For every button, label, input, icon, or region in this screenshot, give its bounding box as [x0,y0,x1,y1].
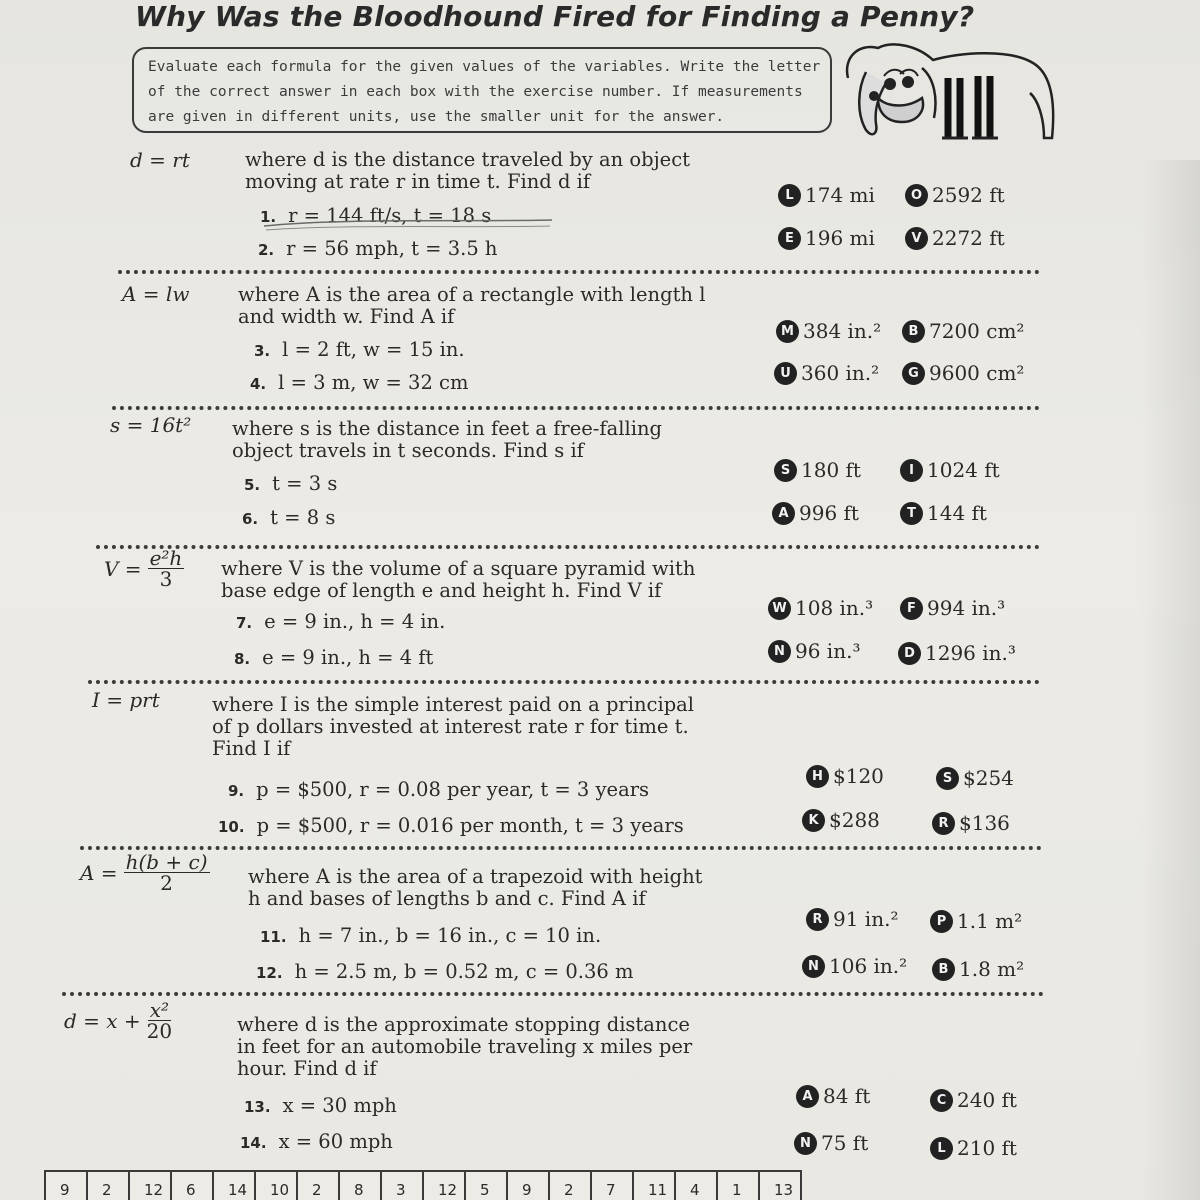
answer-letter: S [774,459,797,482]
answer-letter: F [900,597,923,620]
answer-box[interactable]: 9 [44,1170,88,1200]
exercise-text: p = $500, r = 0.016 per month, t = 3 years [256,814,684,837]
answer-choice [902,361,1024,385]
formula-distance: d = rt [130,148,190,172]
answer-letter: N [802,955,825,978]
description-line: where V is the volume of a square pyramid with [221,557,696,580]
answer-letter: L [778,184,801,207]
answer-value: 144 ft [927,501,987,525]
answer-choice [796,1084,870,1108]
answer-value: 91 in.² [833,907,899,931]
formula-rectangle-area: A = lw [122,282,190,306]
answer-choice [802,954,907,978]
exercise-2 [258,237,497,260]
exercise-10 [218,814,684,837]
answer-letter: P [930,910,953,933]
answer-letter: A [772,502,795,525]
exercise-text: e = 9 in., h = 4 ft [262,646,434,669]
exercise-number: 10. [218,818,245,836]
formula-lhs: V = [104,556,142,581]
instructions-box [132,47,832,133]
answer-value: 2592 ft [932,183,1005,207]
answer-box[interactable]: 12 [422,1170,466,1200]
section-divider [88,680,1040,684]
exercise-number: 12. [256,964,283,982]
exercise-number: 4. [250,375,267,393]
description-line: moving at rate r in time t. Find d if [245,170,591,193]
section-divider [112,406,1040,410]
answer-value: 1024 ft [927,458,1000,482]
fraction-numerator: e²h [149,546,183,570]
answer-value: 106 in.² [829,954,908,978]
answer-choice [905,183,1005,207]
exercise-number: 6. [242,510,259,528]
exercise-11 [260,924,601,947]
formula-lhs: A = [80,860,118,885]
answer-letter: M [776,320,799,343]
answer-value: 7200 cm² [929,319,1025,343]
fraction-denominator: 20 [146,1019,173,1043]
description-line: and width w. Find A if [238,305,455,328]
description-line: where s is the distance in feet a free-falling [232,417,662,440]
formula-fraction [124,852,210,893]
section-description [212,694,694,760]
answer-letter: O [905,184,928,207]
exercise-1 [260,204,491,227]
exercise-13 [244,1094,397,1117]
section-divider [62,992,1044,996]
formula-pyramid-volume [104,548,184,589]
exercise-12 [256,960,633,983]
answer-value: 9600 cm² [929,361,1025,385]
answer-choice [778,226,875,250]
answer-value: $136 [959,811,1010,835]
description-line: h and bases of lengths b and c. Find A if [248,887,646,910]
page-shadow [1140,160,1200,1200]
answer-letter: A [796,1085,819,1108]
formula-fraction [147,1000,172,1041]
exercise-7 [236,610,445,633]
exercise-number: 7. [236,614,253,632]
formula-simple-interest: I = prt [92,688,160,712]
answer-box[interactable]: 8 [338,1170,382,1200]
exercise-9 [228,778,649,801]
bloodhound-illustration [838,38,1060,150]
exercise-number: 13. [244,1098,271,1116]
exercise-text: l = 3 m, w = 32 cm [278,371,469,394]
section-description [248,866,702,910]
answer-choice [806,907,898,931]
section-divider [80,846,1042,850]
instruction-line: of the correct answer in each box with the exercise number. If measurements [148,84,803,100]
answer-choice [902,319,1024,343]
answer-value: 384 in.² [803,319,882,343]
answer-letter: B [902,320,925,343]
answer-choice [776,319,881,343]
answer-letter: G [902,362,925,385]
answer-choice [930,1088,1017,1112]
answer-choice [900,501,987,525]
fraction-denominator: 3 [159,567,173,591]
answer-letter: N [794,1132,817,1155]
answer-choice [900,458,1000,482]
section-description [232,418,662,462]
answer-letter: B [932,958,955,981]
exercise-text: r = 144 ft/s, t = 18 s [288,204,492,227]
answer-letter: R [806,908,829,931]
answer-letter: L [930,1137,953,1160]
section-description [245,149,690,193]
answer-value: 240 ft [957,1088,1017,1112]
exercise-5 [244,472,337,495]
answer-letter: T [900,502,923,525]
exercise-number: 11. [260,928,287,946]
formula-trapezoid-area [80,852,210,893]
answer-value: 1.8 m² [959,957,1025,981]
section-description [237,1014,692,1080]
exercise-text: h = 7 in., b = 16 in., c = 10 in. [298,924,602,947]
instruction-line: are given in different units, use the smaller unit for the answer. [148,109,725,125]
answer-box[interactable]: 7 [590,1170,634,1200]
answer-letter: K [802,809,825,832]
exercise-text: p = $500, r = 0.08 per year, t = 3 years [256,778,650,801]
exercise-4 [250,371,468,394]
description-line: where d is the approximate stopping distance [237,1013,690,1036]
answer-choice [936,766,1014,790]
answer-letter: V [905,227,928,250]
answer-choice [900,596,1005,620]
section-divider [96,545,1040,549]
exercise-6 [242,506,335,529]
exercise-number: 9. [228,782,245,800]
exercise-text: t = 3 s [272,472,338,495]
fraction-numerator: x² [149,998,170,1022]
exercise-number: 14. [240,1134,267,1152]
answer-box[interactable]: 2 [86,1170,130,1200]
answer-value: 2272 ft [932,226,1005,250]
answer-value: 1296 in.³ [925,641,1016,665]
answer-value: 196 mi [805,226,875,250]
answer-box[interactable]: 2 [296,1170,340,1200]
fraction-numerator: h(b + c) [125,850,208,874]
answer-value: 180 ft [801,458,861,482]
answer-value: 996 ft [799,501,859,525]
answer-choice [794,1131,868,1155]
answer-value: 84 ft [823,1084,871,1108]
answer-choice [930,909,1022,933]
answer-letter: U [774,362,797,385]
exercise-number: 5. [244,476,261,494]
worksheet-title: Why Was the Bloodhound Fired for Finding a Penny? [135,0,975,33]
answer-choice [932,811,1010,835]
answer-letter: I [900,459,923,482]
answer-box[interactable]: 13 [758,1170,802,1200]
formula-lhs: d = x + [64,1008,141,1033]
answer-choice [930,1136,1017,1160]
answer-box[interactable]: 11 [632,1170,676,1200]
exercise-number: 1. [260,208,277,226]
exercise-text: e = 9 in., h = 4 in. [264,610,446,633]
exercise-number: 8. [234,650,251,668]
answer-value: $120 [833,764,884,788]
answer-choice [774,458,861,482]
answer-letter: W [768,597,791,620]
exercise-3 [254,338,465,361]
description-line: Find I if [212,737,291,760]
formula-free-fall: s = 16t² [110,413,192,437]
answer-letter: E [778,227,801,250]
answer-choice [768,596,873,620]
answer-value: 96 in.³ [795,639,861,663]
answer-value: 75 ft [821,1131,869,1155]
answer-box[interactable]: 10 [254,1170,298,1200]
answer-choice [806,764,884,788]
answer-box[interactable]: 1 [716,1170,760,1200]
description-line: of p dollars invested at interest rate r for time t. [212,715,689,738]
exercise-text: t = 8 s [270,506,336,529]
answer-letter: R [932,812,955,835]
answer-value: 108 in.³ [795,596,874,620]
answer-value: $288 [829,808,880,832]
answer-letter: N [768,640,791,663]
answer-choice [905,226,1005,250]
answer-value: 1.1 m² [957,909,1023,933]
answer-box[interactable]: 6 [170,1170,214,1200]
answer-choice [932,957,1024,981]
answer-choice [778,183,875,207]
answer-choice [768,639,860,663]
answer-letter: S [936,767,959,790]
answer-code-strip [44,1170,800,1200]
exercise-14 [240,1130,393,1153]
exercise-text: x = 60 mph [278,1130,393,1153]
answer-choice [772,501,859,525]
description-line: where A is the area of a trapezoid with height [248,865,703,888]
answer-value: 994 in.³ [927,596,1006,620]
answer-box[interactable]: 12 [128,1170,172,1200]
description-line: where d is the distance traveled by an object [245,148,690,171]
formula-stopping-distance [64,1000,172,1041]
answer-letter: H [806,765,829,788]
answer-choice [898,641,1016,665]
answer-value: 210 ft [957,1136,1017,1160]
description-line: base edge of length e and height h. Find V if [221,579,662,602]
formula-fraction [148,548,185,589]
answer-value: 174 mi [805,183,875,207]
answer-box[interactable]: 2 [548,1170,592,1200]
answer-box[interactable]: 9 [506,1170,550,1200]
answer-box[interactable]: 5 [464,1170,508,1200]
exercise-text: x = 30 mph [282,1094,397,1117]
exercise-number: 2. [258,241,275,259]
description-line: in feet for an automobile traveling x miles per [237,1035,693,1058]
answer-letter: D [898,642,921,665]
section-divider [118,270,1040,274]
answer-box[interactable]: 4 [674,1170,718,1200]
description-line: where A is the area of a rectangle with length l [238,283,706,306]
answer-letter: C [930,1089,953,1112]
answer-value: $254 [963,766,1014,790]
answer-choice [774,361,879,385]
exercise-8 [234,646,433,669]
instruction-line: Evaluate each formula for the given values of the variables. Write the letter [148,59,821,75]
exercise-number: 3. [254,342,271,360]
answer-choice [802,808,880,832]
answer-value: 360 in.² [801,361,880,385]
description-line: object travels in t seconds. Find s if [232,439,584,462]
exercise-text: h = 2.5 m, b = 0.52 m, c = 0.36 m [294,960,634,983]
fraction-denominator: 2 [160,871,173,895]
exercise-text: l = 2 ft, w = 15 in. [282,338,465,361]
answer-box[interactable]: 3 [380,1170,424,1200]
exercise-text: r = 56 mph, t = 3.5 h [286,237,498,260]
answer-box[interactable]: 14 [212,1170,256,1200]
section-description [238,284,705,328]
description-line: where I is the simple interest paid on a principal [212,693,695,716]
section-description [221,558,695,602]
description-line: hour. Find d if [237,1057,377,1080]
